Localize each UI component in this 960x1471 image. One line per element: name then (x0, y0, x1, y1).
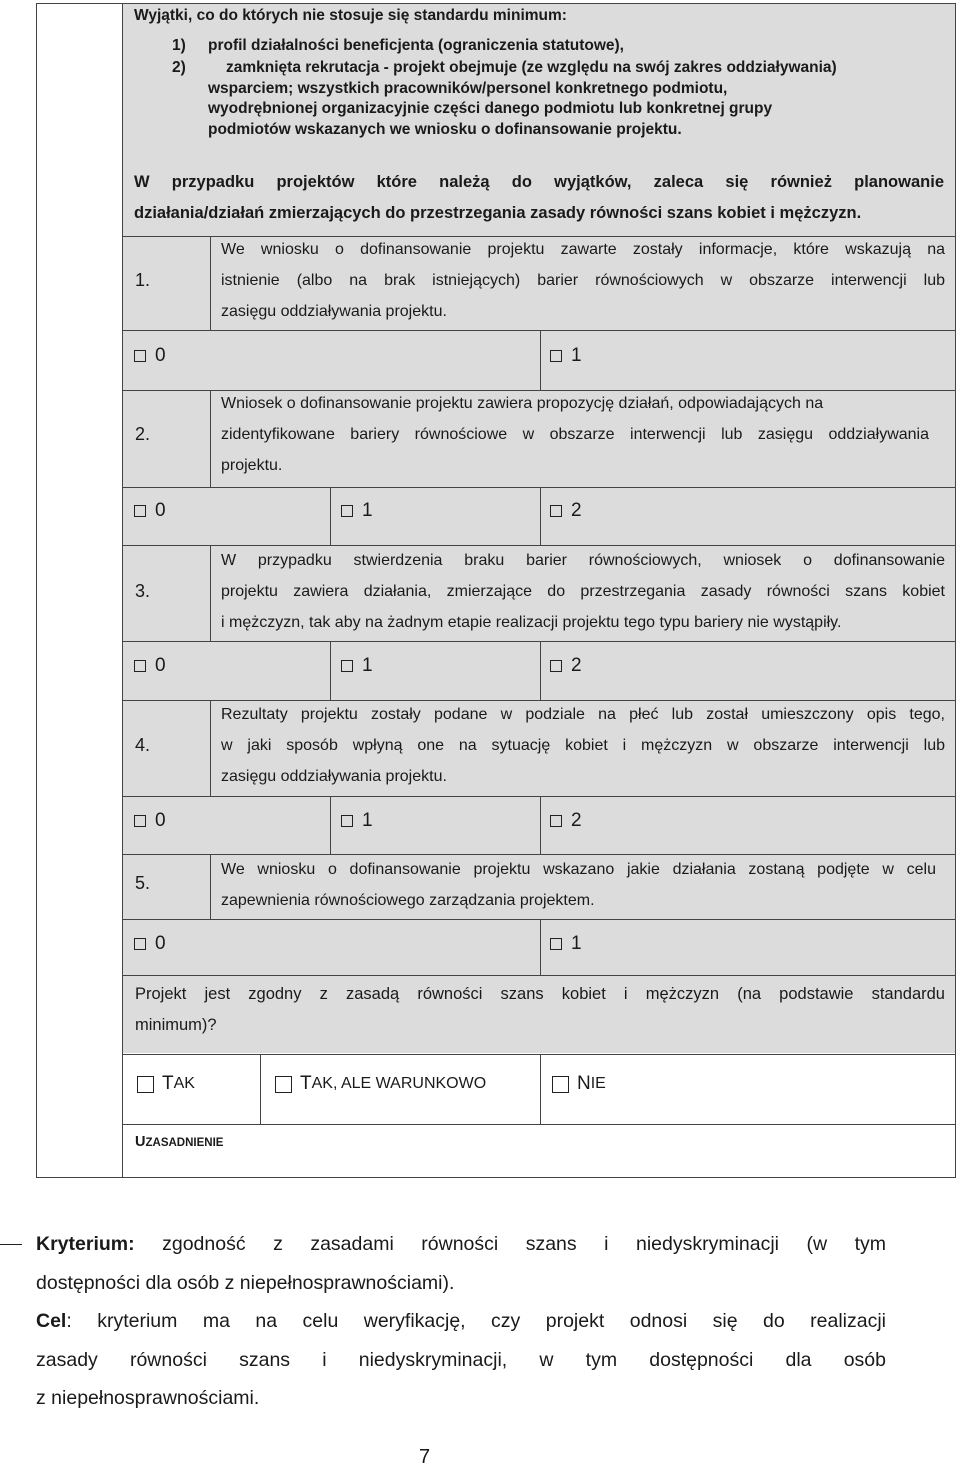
question-line: w jaki sposób wpłyną one na sytuację kobiet i mężczyzn w obszarze interwencji lub (221, 737, 945, 754)
score-label: 0 (155, 933, 166, 954)
goal-line: zasady równości szans i niedyskryminacji, w tym dostępności dla osób (36, 1348, 886, 1371)
score-option-2[interactable] (550, 810, 582, 832)
verdict-cell (123, 1054, 955, 1177)
question-number: 5. (135, 873, 151, 893)
exception-text: zamknięta rekrutacja - projekt obejmuje (ze względu na swój zakres oddziaływania) (226, 59, 837, 76)
checkbox-icon[interactable] (550, 660, 562, 672)
goal-text: : kryterium ma na celu weryfikację, czy projekt odnosi się do realizacji (66, 1310, 886, 1332)
verdict-label: N (577, 1073, 591, 1094)
score-label: 2 (571, 810, 582, 831)
divider (260, 1054, 261, 1124)
divider (330, 487, 331, 545)
goal-paragraph (36, 1302, 886, 1418)
summary-line: minimum)? (135, 1016, 217, 1034)
score-label: 1 (571, 345, 582, 366)
question-line: W przypadku stwierdzenia braku barier równościowych, wniosek o dofinansowanie (221, 552, 945, 569)
question-line: We wniosku o dofinansowanie projektu wskazano jakie działania zostaną podjęte w celu (221, 861, 936, 878)
exception-number: 2) (172, 59, 186, 76)
divider (123, 330, 955, 331)
divider (210, 854, 211, 919)
verdict-tak[interactable] (137, 1073, 195, 1095)
exception-text: profil działalności beneficjenta (ograniczenia statutowe), (208, 37, 624, 54)
divider (210, 700, 211, 796)
checkbox-icon[interactable] (134, 505, 146, 517)
score-label: 1 (362, 500, 373, 521)
page-number: 7 (419, 1446, 431, 1468)
verdict-conditional[interactable] (275, 1073, 486, 1095)
divider (540, 796, 541, 854)
score-label: 1 (362, 655, 373, 676)
question-text (221, 854, 936, 916)
divider (540, 487, 541, 545)
score-option-1[interactable] (341, 810, 373, 832)
question-text (221, 388, 929, 481)
exception-text: wyodrębnionej organizacyjnie części danego podmiotu lub konkretnej grupy (208, 100, 773, 117)
score-label: 0 (155, 345, 166, 366)
checkbox-icon[interactable] (550, 815, 562, 827)
question-text (221, 699, 945, 792)
question-line: We wniosku o dofinansowanie projektu zawarte zostały informacje, które wskazują na (221, 241, 945, 258)
criterion-paragraph (36, 1225, 886, 1302)
question-line: i mężczyzn, tak aby na żadnym etapie realizacji projektu tego typu bariery nie wystąpiły. (221, 614, 842, 631)
divider (330, 641, 331, 700)
divider (123, 487, 955, 488)
bullet-dash (0, 1244, 22, 1245)
question-number: 4. (135, 735, 151, 755)
question-line: Wniosek o dofinansowanie projektu zawiera propozycję działań, odpowiadających na (221, 395, 824, 412)
divider (330, 796, 331, 854)
score-option-1[interactable] (341, 655, 373, 677)
checkbox-icon[interactable] (275, 1076, 292, 1093)
justification-label-first: U (135, 1134, 146, 1150)
criterion-line: dostępności dla osób z niepełnosprawnościami). (36, 1271, 455, 1294)
question-text (221, 234, 945, 327)
question-number: 1. (135, 270, 151, 290)
divider (540, 919, 541, 975)
checkbox-icon[interactable] (341, 660, 353, 672)
criterion-line (36, 1225, 886, 1264)
exceptions-note: W przypadku projektów które należą do wyjątków, zaleca się również planowanie (134, 173, 944, 191)
summary-line: Projekt jest zgodny z zasadą równości szans kobiet i mężczyzn (na podstawie standardu (135, 985, 945, 1003)
verdict-nie[interactable] (552, 1073, 606, 1095)
divider (210, 390, 211, 487)
score-label: 0 (155, 500, 166, 521)
score-label: 1 (571, 933, 582, 954)
score-option-0[interactable] (134, 345, 166, 367)
verdict-label: AK (173, 1075, 195, 1092)
goal-line: z niepełnosprawnościami. (36, 1387, 260, 1409)
exception-text: podmiotów wskazanych we wniosku o dofinansowanie projektu. (208, 121, 682, 138)
divider (123, 919, 955, 920)
score-option-0[interactable] (134, 933, 166, 955)
score-option-1[interactable] (341, 500, 373, 522)
divider (540, 641, 541, 700)
exceptions-note: działania/działań zmierzających do przestrzegania zasady równości szans kobiet i mężczyzn. (134, 204, 862, 222)
divider (123, 796, 955, 797)
criterion-text: zgodność z zasadami równości szans i niedyskryminacji (w tym (162, 1233, 886, 1255)
justification-label-rest: ZASADNIENIE (145, 1137, 224, 1149)
question-line: zidentyfikowane bariery równościowe w obszarze interwencji lub zasięgu oddziaływania (221, 426, 929, 443)
verdict-label: AK, ALE WARUNKOWO (311, 1075, 487, 1092)
score-label: 0 (155, 810, 166, 831)
question-line: zasięgu oddziaływania projektu. (221, 303, 447, 320)
checkbox-icon[interactable] (550, 350, 562, 362)
verdict-label: IE (590, 1075, 606, 1092)
score-option-1[interactable] (550, 933, 582, 955)
question-text (221, 545, 945, 638)
exceptions-heading: Wyjątki, co do których nie stosuje się standardu minimum: (134, 7, 567, 24)
table-left-column-divider (122, 3, 123, 1178)
score-option-0[interactable] (134, 655, 166, 677)
justification-label (135, 1134, 223, 1150)
question-line: zasięgu oddziaływania projektu. (221, 768, 447, 785)
question-line: Rezultaty projektu zostały podane w podziale na płeć lub został umieszczony opis tego, (221, 706, 945, 723)
question-line: projektu zawiera działania, zmierzające do przestrzegania zasady równości szans kobiet (221, 583, 945, 600)
question-line: istnienie (albo na brak istniejących) barier równościowych w obszarze interwencji lub (221, 272, 945, 289)
score-option-0[interactable] (134, 500, 166, 522)
verdict-label: T (300, 1073, 312, 1094)
score-label: 1 (362, 810, 373, 831)
checkbox-icon[interactable] (134, 660, 146, 672)
checkbox-icon[interactable] (134, 815, 146, 827)
summary-question (135, 979, 945, 1041)
score-option-2[interactable] (550, 655, 582, 677)
exception-text: wsparciem; wszystkich pracowników/personel konkretnego podmiotu, (208, 80, 728, 97)
verdict-label: T (162, 1073, 174, 1094)
checkbox-icon[interactable] (137, 1076, 154, 1093)
question-line: projektu. (221, 457, 283, 474)
checkbox-icon[interactable] (550, 938, 562, 950)
divider (540, 330, 541, 390)
score-label: 2 (571, 500, 582, 521)
score-option-1[interactable] (550, 345, 582, 367)
criterion-label: Kryterium: (36, 1233, 135, 1255)
divider (123, 1054, 955, 1055)
checkbox-icon[interactable] (134, 350, 146, 362)
checkbox-icon[interactable] (134, 938, 146, 950)
exception-number: 1) (172, 37, 186, 54)
divider (123, 1124, 955, 1125)
divider (123, 641, 955, 642)
goal-label: Cel (36, 1310, 67, 1332)
checkbox-icon[interactable] (341, 815, 353, 827)
divider (210, 236, 211, 330)
checkbox-icon[interactable] (550, 505, 562, 517)
divider (123, 975, 955, 976)
checkbox-icon[interactable] (552, 1076, 569, 1093)
question-number: 2. (135, 424, 151, 444)
divider (210, 545, 211, 641)
question-line: zapewnienia równościowego zarządzania projektem. (221, 892, 595, 909)
goal-line (36, 1302, 886, 1341)
score-option-0[interactable] (134, 810, 166, 832)
checkbox-icon[interactable] (341, 505, 353, 517)
score-label: 0 (155, 655, 166, 676)
question-number: 3. (135, 581, 151, 601)
divider (540, 1054, 541, 1124)
score-label: 2 (571, 655, 582, 676)
score-option-2[interactable] (550, 500, 582, 522)
